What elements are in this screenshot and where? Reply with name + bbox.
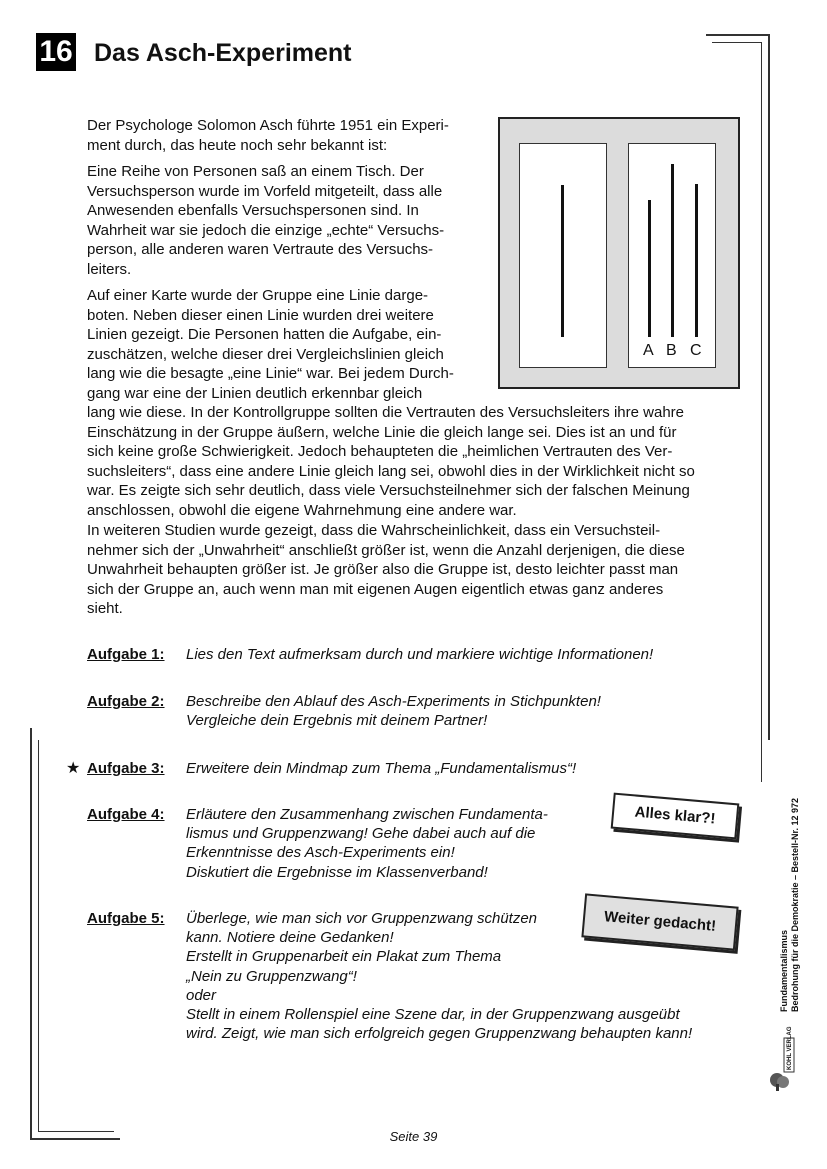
comparison-line-c	[695, 184, 698, 337]
task-3-label: Aufgabe 3:	[87, 760, 165, 777]
side-order-info: Bedrohung für die Demokratie – Bestell-Nr. 12 972	[790, 797, 800, 1012]
comparison-line-a	[648, 200, 651, 337]
side-subject: Fundamentalismus	[779, 929, 789, 1012]
logo-text: KOHL VERLAG	[787, 1026, 793, 1070]
task-4-text: Erläutere den Zusammenhang zwischen Fundamenta- lismus und Gruppenzwang! Gehe dabei auch auf die Erkenntnisse des Asch-Experiments ein! Diskutiert die Ergebnisse im Klassenverband!	[186, 806, 548, 881]
star-icon: ★	[66, 760, 81, 777]
task-1-label: Aufgabe 1:	[87, 646, 165, 663]
setup-paragraph: Eine Reihe von Personen saß an einem Tisch. Der Versuchsperson wurde im Vorfeld mitgeteilt, dass alle Anwesenden ebenfalls Versuchspersonen sind. In Wahrheit war sie jedoch die einzige „echte“ Versuchs- person, alle anderen waren Vertraute des Versuchs- leiters.	[87, 163, 445, 278]
task-5-text: Überlege, wie man sich vor Gruppenzwang schützen kann. Notiere deine Gedanken! Erstellt in Gruppenarbeit ein Plakat zum Thema „Nein zu Gruppenzwang“! oder Stellt in einem Rollenspiel eine Szene dar, in der Gruppenzwang ausgeübt wird. Zeigt, wie man sich erfolgreich gegen Gruppenzwang behaupten kann!	[186, 910, 693, 1043]
task-4-label: Aufgabe 4:	[87, 806, 165, 823]
reference-card	[519, 143, 607, 368]
intro-paragraph: Der Psychologe Solomon Asch führte 1951 ein Experi- ment durch, das heute noch sehr bekannt ist:	[87, 117, 449, 154]
comparison-card	[628, 143, 716, 368]
task-2-text: Beschreibe den Ablauf des Asch-Experiments in Stichpunkten! Vergleiche dein Ergebnis mit deinem Partner!	[186, 693, 601, 730]
frame-top-right-v1	[768, 34, 770, 740]
studies-paragraph: In weiteren Studien wurde gezeigt, dass die Wahrscheinlichkeit, dass ein Versuchsteil- nehmer sich der „Unwahrheit“ anschließt größer ist, wenn die Anzahl derjenigen, die diese Unwahrheit behaupten größer ist. Je größer also die Gruppe ist, desto leichter passt man sich der Gruppe an, auch wenn man mit eigenen Augen eigentlich etwas ganz anderes sieht.	[87, 522, 685, 617]
label-b: B	[666, 342, 677, 359]
task-5-label: Aufgabe 5:	[87, 910, 165, 927]
asch-lines-figure	[498, 117, 740, 389]
chapter-number: 16	[36, 33, 76, 71]
frame-top-right-h2	[712, 42, 762, 43]
task-1-text: Lies den Text aufmerksam durch und markiere wichtige Informationen!	[186, 646, 654, 663]
weiter-gedacht-stamp: Weiter gedacht!	[581, 893, 738, 950]
page-title: Das Asch-Experiment	[94, 39, 352, 67]
reference-line	[561, 185, 564, 337]
frame-top-right-h1	[706, 34, 770, 36]
frame-bottom-left-v2	[38, 740, 39, 1132]
procedure-paragraph: Auf einer Karte wurde der Gruppe eine Linie darge- boten. Neben dieser einen Linie wurden drei weitere Linien gezeigt. Die Personen hatten die Aufgabe, ein- zuschätzen, welche dieser drei Vergleichslinien gleich lang wie die besagte „eine Linie“ war. Bei jedem Durch- gang war eine der Linien deutlich erkennbar gleich lang wie diese. In der Kontrollgruppe sollten die Vertrauten des Versuchsleiters ihre wahre Einschätzung in der Gruppe äußern, welche Linie die gleich lange sei. Dies ist an und für sich keine große Schwierigkeit. Jedoch behaupteten die „heimlichen Vertrauten des Ver- suchsleiters“, dass eine andere Linie gleich lang sei, obwohl dies in der Wirklichkeit nicht so war. Es zeigte sich sehr deutlich, dass viele Versuchsteilnehmer sich der falschen Meinung anschlossen, obwohl die eigene Wahrnehmung eine andere war.	[87, 287, 695, 519]
label-c: C	[690, 342, 702, 359]
publisher-logo	[768, 1026, 798, 1092]
page-number: Seite 39	[389, 1129, 438, 1144]
alles-klar-stamp: Alles klar?!	[611, 793, 740, 840]
comparison-line-b	[671, 164, 674, 337]
task-3-text: Erweitere dein Mindmap zum Thema „Fundamentalismus“!	[186, 760, 577, 777]
frame-bottom-left-v1	[30, 728, 32, 1140]
task-2-label: Aufgabe 2:	[87, 693, 165, 710]
label-a: A	[643, 342, 654, 359]
frame-top-right-v2	[761, 42, 762, 782]
